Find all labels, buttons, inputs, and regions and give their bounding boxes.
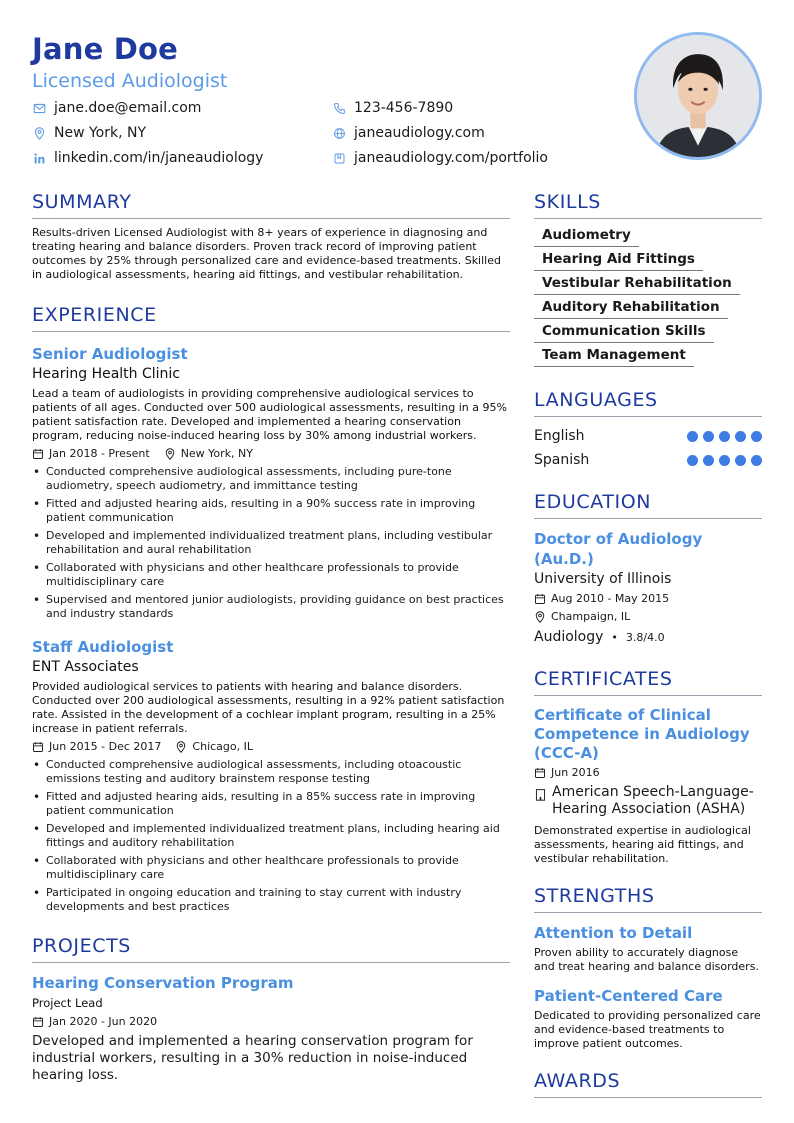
education-gpa: [534, 627, 762, 648]
certificates-heading: CERTIFICATES: [534, 667, 762, 696]
job-org: Hearing Health Clinic: [32, 366, 181, 382]
skills-heading: SKILLS: [534, 190, 762, 219]
skills-section: [534, 190, 762, 370]
summary-text: Results-driven Licensed Audiologist with 8+ years of experience in diagnosing and treating hearing and balance disorders. Proven track record of improving patient outcomes by 25% through personalized care and evidence-based treatments. Skilled in audiological assessments, hearing aid fittings, and vestibular rehabilitation.: [32, 226, 501, 281]
left-column: [32, 190, 510, 1084]
skill-tag: Team Management: [534, 346, 694, 367]
certificate-date-item: [534, 765, 600, 781]
language-level: [682, 455, 762, 466]
education-dates-item: [534, 591, 669, 607]
list-item: • Developed and implemented individualized treatment plans, including hearing aid fittings and auditory rehabilitation: [32, 822, 510, 850]
job-location-text: New York, NY: [180, 447, 253, 460]
summary-heading: SUMMARY: [32, 190, 510, 219]
strength-description: Dedicated to providing personalized care and evidence-based treatments to improve patient outcomes.: [534, 1009, 761, 1050]
list-item: • Conducted comprehensive audiological assessments, including otoacoustic emissions testing and auditory brainstem response testing: [32, 758, 510, 786]
location-pin-icon: [32, 126, 46, 140]
list-item: • Developed and implemented individualized treatment plans, including vestibular rehabilitation and aural rehabilitation: [32, 529, 510, 557]
job-description: Provided audiological services to patients with hearing and balance disorders. Conducted over 200 audiological assessments, resulting in a 92% patient satisfaction rate. Assisted in the development of a cochlear implant program, resulting in a 25% increase in patient referrals.: [32, 680, 505, 735]
level-dot: [719, 431, 730, 442]
email-icon: [32, 101, 46, 115]
job-description: Lead a team of audiologists in providing comprehensive audiological services to patients of all ages. Conducted over 500 audiological assessments, resulting in a 95% patient satisfaction rate. Developed and implemented a hearing conservation program, reducing noise-induced hearing loss by 30% among industrial workers.: [32, 387, 507, 442]
linkedin-icon: [32, 151, 46, 165]
calendar-icon: [534, 593, 546, 605]
education-section: [534, 490, 762, 648]
education-location: [534, 609, 762, 625]
level-dot: [687, 455, 698, 466]
certificate-description: Demonstrated expertise in audiological assessments, hearing aid fittings, and vestibular rehabilitation.: [534, 824, 751, 865]
phone-icon: [332, 101, 346, 115]
job-entry: [32, 637, 510, 914]
calendar-icon: [534, 767, 546, 779]
projects-section: [32, 934, 510, 1084]
profile-photo: [634, 32, 762, 160]
job-dates: [32, 446, 150, 462]
avatar-illustration: [637, 35, 759, 157]
strength-name: Patient-Centered Care: [534, 987, 723, 1005]
resume-header: [32, 30, 592, 166]
globe-icon: [332, 126, 346, 140]
website-text: janeaudiology.com: [354, 125, 485, 141]
certificate-date: [534, 765, 762, 781]
project-dates-text: Jan 2020 - Jun 2020: [49, 1015, 158, 1028]
gpa-value: 3.8/4.0: [625, 631, 665, 644]
job-entry: [32, 344, 510, 621]
strength-name: Attention to Detail: [534, 924, 693, 942]
list-item: • Conducted comprehensive audiological assessments, including pure-tone audiometry, speech audiometry, and immittance testing: [32, 465, 510, 493]
awards-heading: AWARDS: [534, 1069, 762, 1098]
education-field: Audiology: [534, 629, 604, 645]
location-text: New York, NY: [54, 125, 147, 141]
list-item: • Participated in ongoing education and training to stay current with industry developments and best practices: [32, 886, 510, 914]
level-dot: [703, 431, 714, 442]
language-name: English: [534, 428, 585, 444]
skill-tag: Communication Skills: [534, 322, 714, 343]
strengths-section: [534, 884, 762, 1051]
project-description: Developed and implemented a hearing conservation program for industrial workers, resulting in a 30% reduction in noise-induced hearing loss.: [32, 1033, 473, 1083]
contact-portfolio[interactable]: [332, 148, 548, 168]
certificates-section: [534, 667, 762, 866]
project-meta: [32, 1014, 510, 1030]
candidate-name: Jane Doe: [32, 32, 179, 66]
contact-phone[interactable]: [332, 98, 453, 118]
education-location-text: Champaign, IL: [551, 610, 631, 623]
job-bullets: [32, 758, 510, 914]
job-dates: [32, 739, 161, 755]
skills-list: [534, 226, 762, 370]
job-role: Staff Audiologist: [32, 638, 174, 656]
education-dates-text: Aug 2010 - May 2015: [551, 592, 670, 605]
calendar-icon: [32, 448, 44, 460]
languages-section: [534, 388, 762, 472]
skill-tag: Hearing Aid Fittings: [534, 250, 703, 271]
list-item: • Fitted and adjusted hearing aids, resulting in a 90% success rate in improving patient communication: [32, 497, 510, 525]
education-heading: EDUCATION: [534, 490, 762, 519]
language-level: [682, 431, 762, 442]
contact-linkedin[interactable]: [32, 148, 263, 168]
contact-website[interactable]: [332, 123, 485, 143]
skill-tag: Vestibular Rehabilitation: [534, 274, 740, 295]
education-location-item: [534, 609, 630, 625]
job-meta: [32, 739, 510, 755]
location-pin-icon: [534, 611, 546, 623]
level-dot: [703, 455, 714, 466]
job-location: [164, 446, 253, 462]
project-dates: [32, 1014, 157, 1030]
portfolio-icon: [332, 151, 346, 165]
education-dates: [534, 591, 762, 607]
job-org: ENT Associates: [32, 659, 139, 675]
portfolio-text: janeaudiology.com/portfolio: [354, 150, 548, 166]
location-pin-icon: [164, 448, 176, 460]
language-row: [534, 424, 762, 448]
certificate-issuer: [534, 784, 762, 818]
list-item: • Fitted and adjusted hearing aids, resulting in a 85% success rate in improving patient communication: [32, 790, 510, 818]
gpa-separator: •: [611, 631, 618, 644]
certificate-name: Certificate of Clinical Competence in Audiology (CCC-A): [534, 706, 750, 762]
contact-location: [32, 123, 146, 143]
summary-section: [32, 190, 510, 282]
job-location: [175, 739, 253, 755]
candidate-title: Licensed Audiologist: [32, 70, 228, 92]
school: University of Illinois: [534, 571, 672, 587]
phone-text: 123-456-7890: [354, 100, 454, 116]
linkedin-text: linkedin.com/in/janeaudiology: [54, 150, 264, 166]
experience-heading: EXPERIENCE: [32, 303, 510, 332]
job-role: Senior Audiologist: [32, 345, 188, 363]
language-row: [534, 448, 762, 472]
skill-tag: Audiometry: [534, 226, 639, 247]
certificate-issuer-text: American Speech-Language-Hearing Association (ASHA): [552, 784, 754, 817]
email-text: jane.doe@email.com: [54, 100, 202, 116]
level-dot: [751, 431, 762, 442]
level-dot: [735, 431, 746, 442]
job-dates-text: Jan 2018 - Present: [49, 447, 150, 460]
strengths-heading: STRENGTHS: [534, 884, 762, 913]
job-location-text: Chicago, IL: [192, 740, 253, 753]
contact-email[interactable]: [32, 98, 201, 118]
level-dot: [735, 455, 746, 466]
job-meta: [32, 446, 510, 462]
list-item: • Supervised and mentored junior audiologists, providing guidance on best practices and industry standards: [32, 593, 510, 621]
language-name: Spanish: [534, 452, 590, 468]
job-bullets: [32, 465, 510, 621]
project-name: Hearing Conservation Program: [32, 974, 294, 992]
level-dot: [687, 431, 698, 442]
project-role: Project Lead: [32, 996, 103, 1010]
skill-tag: Auditory Rehabilitation: [534, 298, 728, 319]
experience-section: [32, 303, 510, 914]
degree: Doctor of Audiology (Au.D.): [534, 530, 703, 568]
list-item: • Collaborated with physicians and other healthcare professionals to provide multidisciplinary care: [32, 854, 510, 882]
languages-heading: LANGUAGES: [534, 388, 762, 417]
calendar-icon: [32, 741, 44, 753]
awards-section: [534, 1069, 762, 1098]
level-dot: [719, 455, 730, 466]
right-column: [534, 190, 762, 1105]
list-item: • Collaborated with physicians and other healthcare professionals to provide multidisciplinary care: [32, 561, 510, 589]
calendar-icon: [32, 1016, 44, 1028]
building-icon: [534, 788, 547, 801]
level-dot: [751, 455, 762, 466]
job-dates-text: Jun 2015 - Dec 2017: [49, 740, 162, 753]
strength-description: Proven ability to accurately diagnose and treat hearing and balance disorders.: [534, 946, 759, 973]
project-entry: [32, 973, 510, 1084]
projects-heading: PROJECTS: [32, 934, 510, 963]
location-pin-icon: [175, 741, 187, 753]
certificate-date-text: Jun 2016: [551, 766, 600, 779]
